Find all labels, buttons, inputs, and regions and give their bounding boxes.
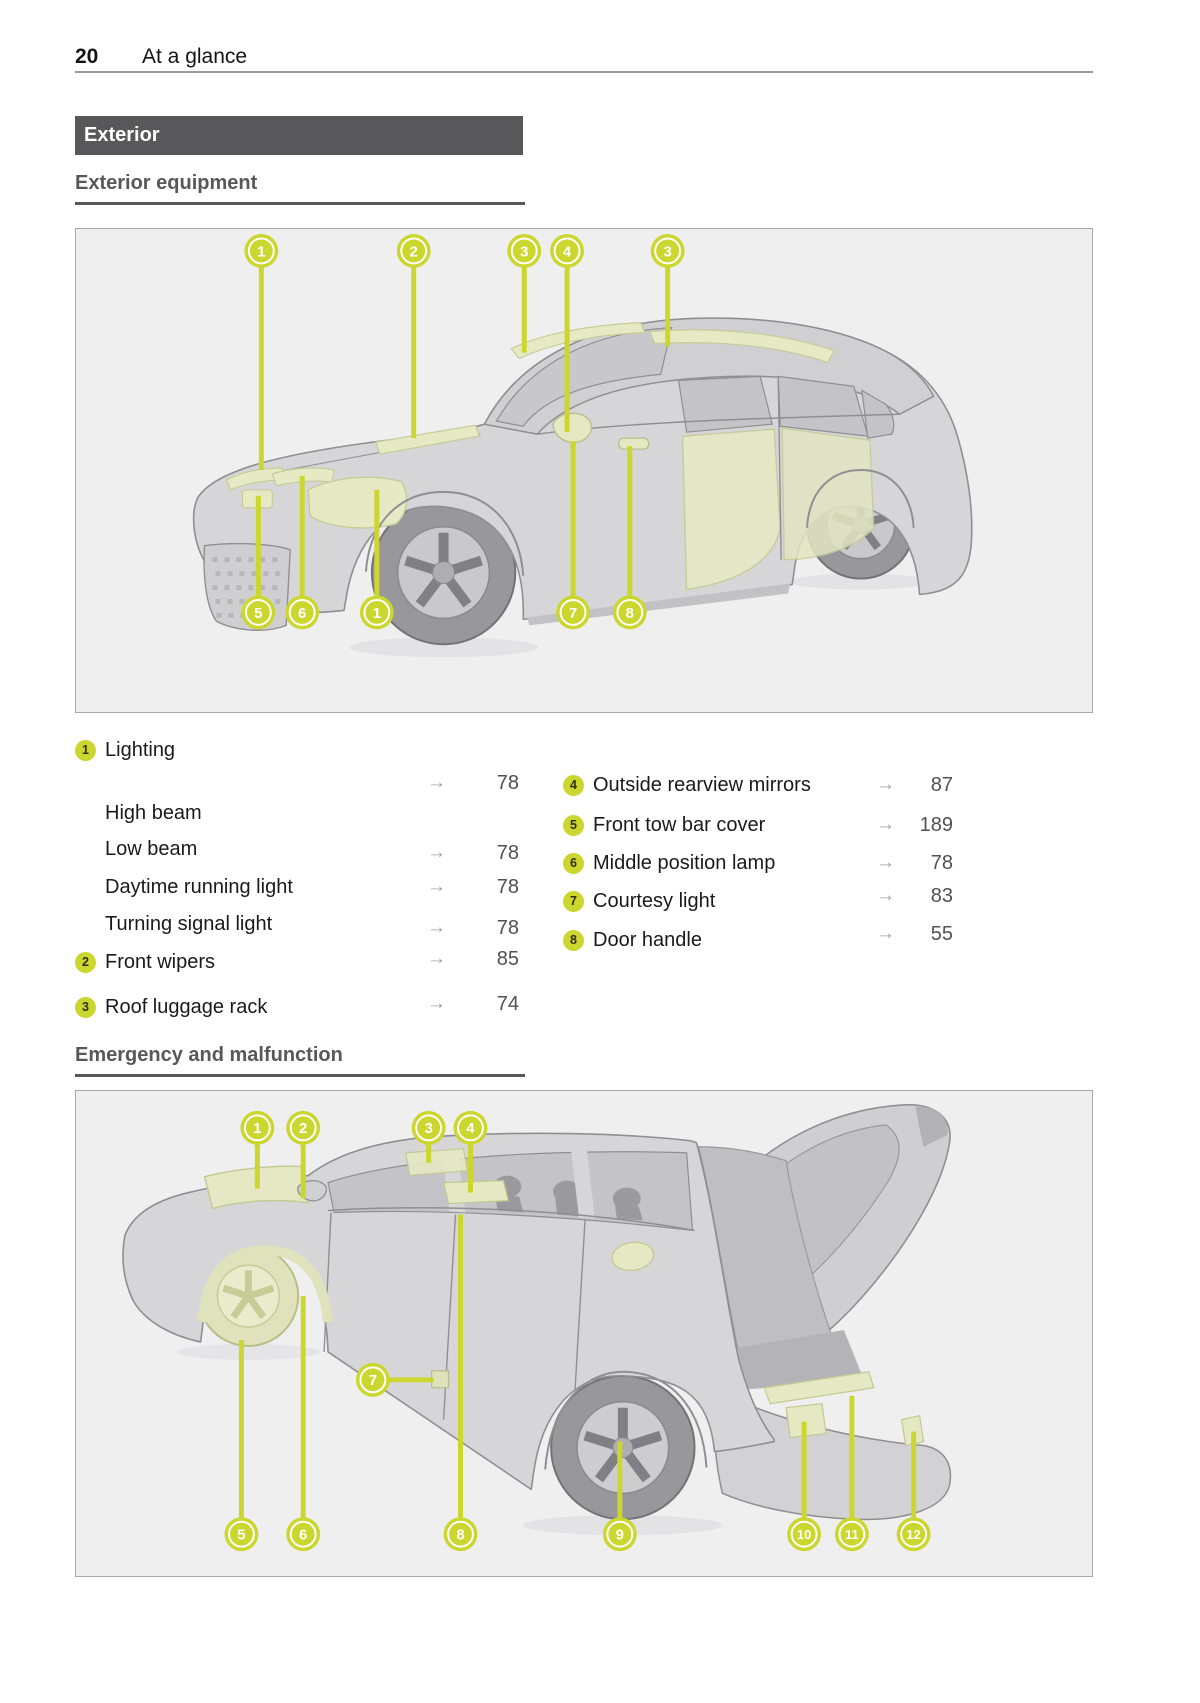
figure-emergency-malfunction	[75, 1090, 1093, 1577]
legend-item-low-beam	[75, 836, 521, 862]
svg-text:6: 6	[299, 1526, 308, 1544]
item-label: Low beam	[105, 837, 198, 860]
svg-text:12: 12	[906, 1526, 921, 1542]
item-label: Front wipers	[105, 950, 216, 973]
door-lock-highlight	[432, 1371, 449, 1388]
arrow-icon: →	[876, 774, 895, 795]
legend-item-high-beam	[75, 800, 521, 826]
chapter-title: At a glance	[142, 45, 248, 68]
item-badge: 8	[563, 930, 584, 951]
svg-text:6: 6	[298, 604, 307, 622]
section-banner-title: Exterior	[84, 124, 160, 146]
roof-highlight	[444, 1181, 509, 1204]
svg-text:3: 3	[520, 243, 529, 261]
callout-5	[224, 1340, 258, 1551]
legend-item-lighting	[75, 737, 521, 763]
page-ref: 78	[930, 851, 953, 874]
callout-3	[507, 234, 541, 353]
svg-text:1: 1	[253, 1120, 262, 1138]
door-handle-highlight	[619, 438, 649, 449]
svg-text:8: 8	[625, 604, 634, 622]
svg-text:4: 4	[466, 1120, 475, 1138]
legend-item-door-handle	[563, 922, 955, 953]
legend-item-middle-position-lamp	[563, 850, 955, 876]
svg-text:5: 5	[237, 1526, 246, 1544]
legend-item-turning-signal-light	[75, 911, 521, 937]
svg-text:7: 7	[368, 1372, 378, 1390]
item-label: Front tow bar cover	[593, 813, 766, 836]
figure-exterior-equipment	[75, 228, 1093, 713]
item-label: Middle position lamp	[593, 851, 776, 874]
arrow-icon: →	[876, 814, 895, 835]
svg-text:1: 1	[257, 243, 266, 261]
item-badge: 7	[563, 891, 584, 912]
subsection-heading-emergency: Emergency and malfunction	[75, 1044, 525, 1077]
item-label: Outside rearview mirrors	[593, 773, 811, 796]
svg-text:2: 2	[299, 1120, 308, 1138]
arrow-icon: →	[427, 948, 446, 969]
callout-6	[286, 1296, 320, 1551]
arrow-icon: →	[876, 885, 895, 906]
legend-item-front-wipers	[75, 949, 521, 975]
header-rule	[75, 71, 1093, 73]
car-rear-illustration	[76, 1091, 1092, 1576]
legend-item-lighting-ref	[75, 770, 521, 796]
car-front-illustration	[76, 229, 1092, 712]
arrow-icon: →	[427, 876, 446, 897]
item-badge: 3	[75, 997, 96, 1018]
item-badge: 6	[563, 853, 584, 874]
item-label: Roof luggage rack	[105, 995, 268, 1018]
headlight-highlight	[308, 477, 406, 528]
page-number: 20	[75, 45, 99, 68]
svg-text:8: 8	[456, 1526, 465, 1544]
page-ref: 78	[496, 841, 519, 864]
item-badge: 4	[563, 775, 584, 796]
callout-1	[244, 234, 278, 470]
page-ref: 85	[496, 947, 519, 970]
item-badge: 1	[75, 740, 96, 761]
page-ref: 78	[496, 771, 519, 794]
item-label: Courtesy light	[593, 889, 716, 912]
rear-door-highlight	[782, 428, 874, 559]
visor-highlight	[406, 1149, 468, 1176]
svg-text:5: 5	[254, 604, 263, 622]
svg-text:7: 7	[568, 604, 578, 622]
arrow-icon: →	[427, 993, 446, 1014]
callout-2	[397, 234, 431, 438]
page-ref: 189	[919, 813, 953, 836]
car-rear-art	[123, 1105, 951, 1535]
section-banner	[75, 116, 523, 155]
legend-item-courtesy-light	[563, 884, 955, 914]
item-label: High beam	[105, 801, 202, 824]
arrow-icon: →	[427, 842, 446, 863]
subsection-heading-exterior-equipment: Exterior equipment	[75, 172, 525, 205]
svg-text:10: 10	[796, 1526, 812, 1542]
legend-item-front-tow-bar-cover	[563, 812, 955, 838]
svg-text:11: 11	[845, 1526, 859, 1542]
svg-text:4: 4	[562, 243, 572, 261]
page-ref: 74	[496, 992, 519, 1015]
page-ref: 87	[930, 773, 953, 796]
arrow-icon: →	[876, 852, 895, 873]
svg-text:3: 3	[424, 1120, 433, 1138]
arrow-icon: →	[876, 923, 895, 944]
page-ref: 83	[930, 884, 953, 907]
item-badge: 2	[75, 952, 96, 973]
page-ref: 78	[496, 916, 519, 939]
item-label: Daytime running light	[105, 875, 293, 898]
svg-text:9: 9	[615, 1526, 625, 1544]
arrow-icon: →	[427, 917, 446, 938]
svg-text:3: 3	[663, 243, 672, 261]
item-label: Turning signal light	[105, 912, 273, 935]
arrow-icon: →	[427, 772, 446, 793]
page-ref: 78	[496, 875, 519, 898]
legend-item-roof-luggage-rack	[75, 994, 521, 1020]
svg-text:1: 1	[372, 604, 382, 622]
item-label: Door handle	[593, 928, 702, 951]
svg-text:2: 2	[409, 243, 418, 261]
page-ref: 55	[930, 922, 953, 945]
item-label: Lighting	[105, 738, 176, 761]
legend-item-daytime-running-light	[75, 874, 521, 900]
legend-item-outside-rearview-mirrors	[563, 772, 955, 798]
item-badge: 5	[563, 815, 584, 836]
rear-wheel	[551, 1376, 694, 1519]
